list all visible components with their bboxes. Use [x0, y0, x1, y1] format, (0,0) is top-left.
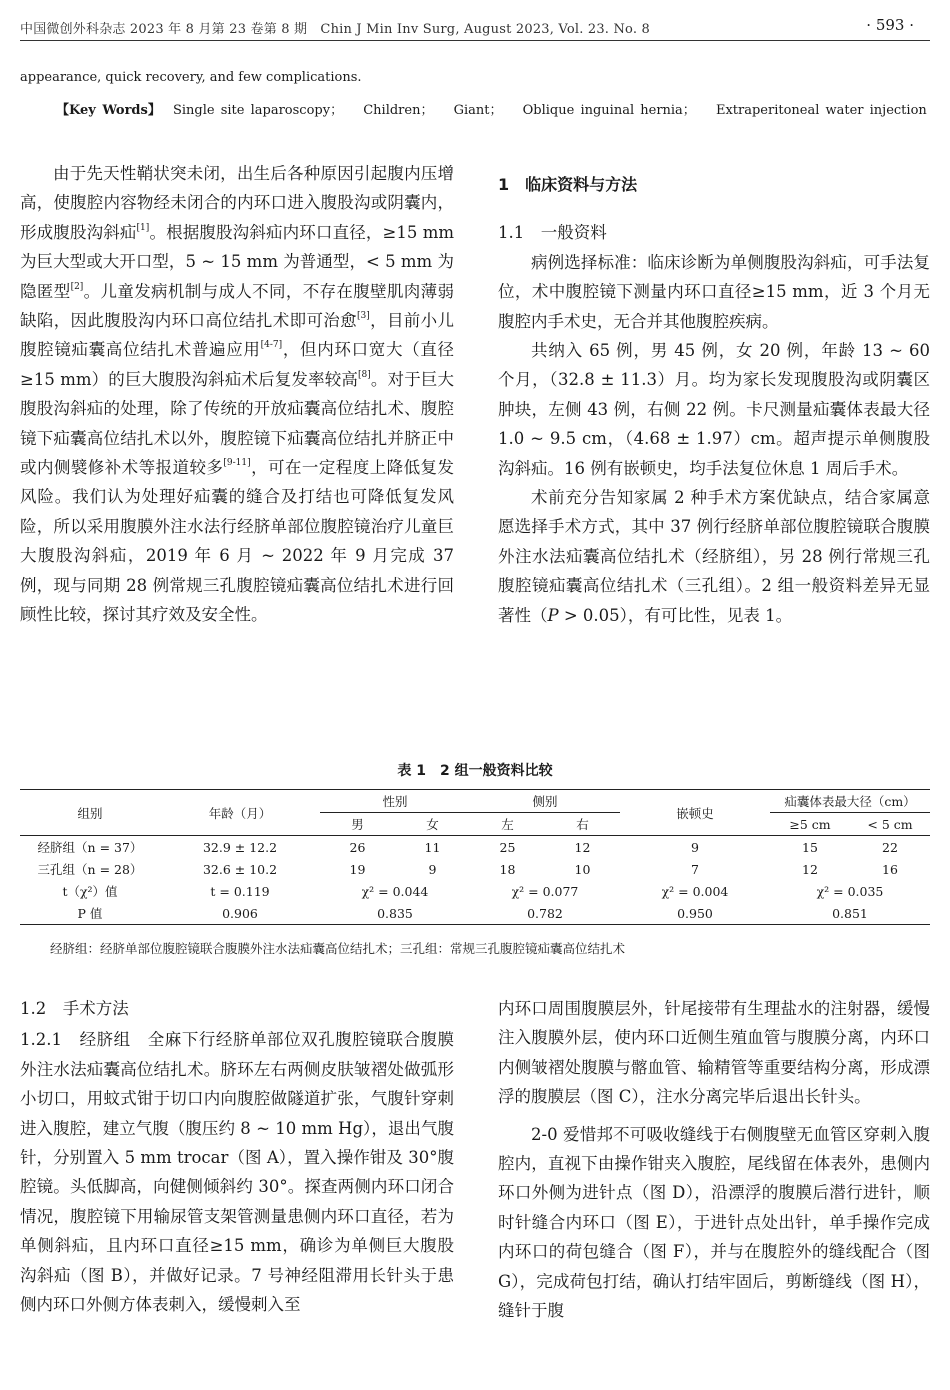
- cell: χ² = 0.004: [661, 883, 729, 899]
- table-row: [20, 836, 930, 859]
- table-row: [20, 902, 930, 925]
- cell: 10: [574, 861, 591, 877]
- table-row: [20, 858, 930, 880]
- cell: 0.835: [320, 902, 470, 925]
- journal-header: 中国微创外科杂志 2023 年 8 月第 23 卷第 8 期 Chin J Min Inv Surg, August 2023, Vol. 23. No. 8: [20, 22, 650, 37]
- header-left: 左: [470, 813, 545, 836]
- cell: 19: [349, 861, 366, 877]
- cell: 16: [882, 861, 898, 877]
- cell: 0.906: [160, 902, 320, 925]
- cell: 9: [428, 861, 437, 877]
- intro-column: [20, 159, 454, 630]
- keyword-item: Extraperitoneal water injection: [715, 103, 927, 118]
- keyword-item: Giant；: [453, 103, 503, 118]
- cell: t = 0.119: [210, 883, 270, 899]
- subsection-heading: 1.1 一般资料: [498, 223, 607, 243]
- cell: 32.6 ± 10.2: [202, 861, 278, 877]
- cell: 三孔组（n = 28）: [37, 862, 143, 877]
- keyword-item: Single site laparoscopy；: [172, 103, 344, 118]
- header-female: 女: [395, 813, 470, 836]
- cell: 经脐组（n = 37）: [37, 840, 143, 855]
- header-sex: 性别: [320, 790, 470, 813]
- cell: 12: [802, 861, 818, 877]
- citation: [1]: [136, 222, 150, 233]
- keywords-line: [56, 99, 941, 118]
- surgery-paragraph: 2-0 爱惜邦不可吸收缝线于右侧腹壁无血管区穿刺入腹腔内，直视下由操作钳夹入腹腔，尾线留在体表外，患侧内环口外侧为进针点（图 D），沿漂浮的腹膜后潜行进针，顺时针缝合内环口（图 E），于进针点处出针，单手操作完成内环口的荷包缝合（图 F），并与在腹腔外的缝线配合（图 G），完成荷包打结，确认打结牢固后，剪断缝线（图 H），缝针于腹: [498, 1124, 930, 1321]
- citation: [4-7]: [260, 340, 283, 351]
- cell: 0.851: [770, 902, 930, 925]
- page-number: · 593 ·: [866, 16, 914, 34]
- cell: 9: [691, 839, 699, 855]
- keywords-label: 【Key Words】: [56, 103, 161, 118]
- header-size: 疝囊体表最大径（cm）: [770, 790, 930, 813]
- methods-paragraph: 共纳入 65 例，男 45 例，女 20 例，年龄 13 ~ 60 个月，（32.8 ± 11.3）月。均为家长发现腹股沟或阴囊区肿块，左侧 43 例，右侧 22 例。卡尺测量疝囊体表最大径 1.0 ~ 9.5 cm，（4.68 ± 1.97）cm。超声提示单侧腹股沟斜疝。16 例有嵌顿史，均手法复位休息 1 周后手术。: [498, 341, 930, 478]
- cell: 18: [499, 861, 516, 877]
- cell: χ² = 0.035: [816, 883, 884, 899]
- cell: χ² = 0.044: [361, 883, 429, 899]
- header-ge5: ≥5 cm: [770, 813, 850, 836]
- section-heading: 1 临床资料与方法: [498, 175, 638, 194]
- citation: [9-11]: [223, 458, 251, 469]
- cell: t（χ²）值: [62, 884, 118, 899]
- keyword-item: Oblique inguinal hernia；: [522, 103, 696, 118]
- cell: 25: [499, 839, 516, 855]
- surgery-paragraph: 内环口周围腹膜层外，针尾接带有生理盐水的注射器，缓慢注入腹膜外层，使内环口近侧生殖血管与腹膜分离，内环口内侧皱褶处腹膜与髂血管、输精管等重要结构分离，形成漂浮的腹膜层（图 C），注水分离完毕后退出长针头。: [498, 999, 930, 1107]
- keyword-item: Children；: [363, 103, 434, 118]
- cell: 0.782: [470, 902, 620, 925]
- header-incarceration: 嵌顿史: [620, 790, 770, 836]
- cell: P 值: [20, 902, 160, 925]
- header-divider: [20, 40, 930, 41]
- table-1: [20, 789, 930, 925]
- header-group: 组别: [20, 790, 160, 836]
- cell: 26: [349, 839, 366, 855]
- cell: 15: [802, 839, 818, 855]
- header-right: 右: [545, 813, 620, 836]
- cell: 7: [691, 861, 699, 877]
- table-footnote: 经脐组：经脐单部位腹腔镜联合腹膜外注水法疝囊高位结扎术；三孔组：常规三孔腹腔镜疝囊高位结扎术: [50, 941, 626, 956]
- surgery-paragraph: 1.2.1 经脐组 全麻下行经脐单部位双孔腹腔镜联合腹膜外注水法疝囊高位结扎术。脐环左右两侧皮肤皱褶处做弧形小切口，用蚊式钳于切口内向腹腔做隧道扩张，气腹针穿刺进入腹腔，建立气腹（腹压约 8 ~ 10 mm Hg），退出气腹针，分别置入 5 mm trocar（图 A），置入操作钳及 30°腹腔镜。头低脚高，向健侧倾斜约 30°。探查两侧内环口闭合情况，腹腔镜下用输尿管支架管测量患侧内环口直径，若为单侧斜疝，且内环口直径≥15 mm，确诊为单侧巨大腹股沟斜疝（图 B），并做好记录。7 号神经阻滞用长针头于患侧内环口外侧方体表刺入，缓慢刺入至: [20, 1030, 454, 1315]
- cell: 32.9 ± 12.2: [202, 839, 278, 855]
- methods-paragraph: 术前充分告知家属 2 种手术方案优缺点，结合家属意愿选择手术方式，其中 37 例行经脐单部位腹腔镜联合腹膜外注水法疝囊高位结扎术（经脐组），另 28 例行常规三孔腹腔镜疝囊高位结扎术（三孔组）。2 组一般资料差异无显著性（P > 0.05），有可比性，见表 1。: [498, 488, 930, 625]
- header-age: 年龄（月）: [160, 790, 320, 836]
- citation: [3]: [357, 311, 370, 322]
- methods-column: [498, 170, 930, 630]
- surgery-column-left: [20, 994, 454, 1319]
- header-lt5: < 5 cm: [850, 813, 930, 836]
- cell: 22: [882, 839, 898, 855]
- cell: 11: [424, 839, 441, 855]
- intro-paragraph: 由于先天性鞘状突未闭，出生后各种原因引起腹内压增高，使腹腔内容物经未闭合的内环口进入腹股沟或阴囊内，形成腹股沟斜疝[1]。根据腹股沟斜疝内环口直径，≥15 mm 为巨大型或大开口型，5 ~ 15 mm 为普通型，< 5 mm 为隐匿型[2]。儿童发病机制与成人不同，不存在腹壁肌肉薄弱缺陷，因此腹股沟内环口高位结扎术即可治愈[3]，目前小儿腹腔镜疝囊高位结扎术普遍应用[4-7]，但内环口宽大（直径≥15 mm）的巨大腹股沟斜疝术后复发率较高[8]。对于巨大腹股沟斜疝的处理，除了传统的开放疝囊高位结扎术、腹腔镜下疝囊高位结扎术以外，腹腔镜下疝囊高位结扎并脐正中或内侧襞修补术等报道较多[9-11]，可在一定程度上降低复发风险。我们认为处理好疝囊的缝合及打结也可降低复发风险，所以采用腹膜外注水法行经脐单部位腹腔镜治疗儿童巨大腹股沟斜疝，2019 年 6 月 ~ 2022 年 9 月完成 37 例，现与同期 28 例常规三孔腹腔镜疝囊高位结扎术进行回顾性比较，探讨其疗效及安全性。: [20, 164, 455, 625]
- methods-paragraph: 病例选择标准：临床诊断为单侧腹股沟斜疝，可手法复位，术中腹腔镜下测量内环口直径≥15 mm，近 3 个月无腹腔内手术史，无合并其他腹腔疾病。: [498, 252, 930, 331]
- header-male: 男: [320, 813, 395, 836]
- table-title: 表 1 2 组一般资料比较: [397, 763, 553, 779]
- citation: [8]: [358, 369, 371, 380]
- cell: χ² = 0.077: [511, 883, 579, 899]
- citation: [2]: [70, 281, 84, 292]
- abstract-continuation: appearance, quick recovery, and few complications.: [20, 70, 362, 85]
- cell: 0.950: [620, 902, 770, 925]
- subsection-heading: 1.2 手术方法: [20, 999, 129, 1018]
- surgery-column-right: [498, 994, 930, 1325]
- header-side: 侧别: [470, 790, 620, 813]
- cell: 12: [574, 839, 591, 855]
- table-row: [20, 880, 930, 902]
